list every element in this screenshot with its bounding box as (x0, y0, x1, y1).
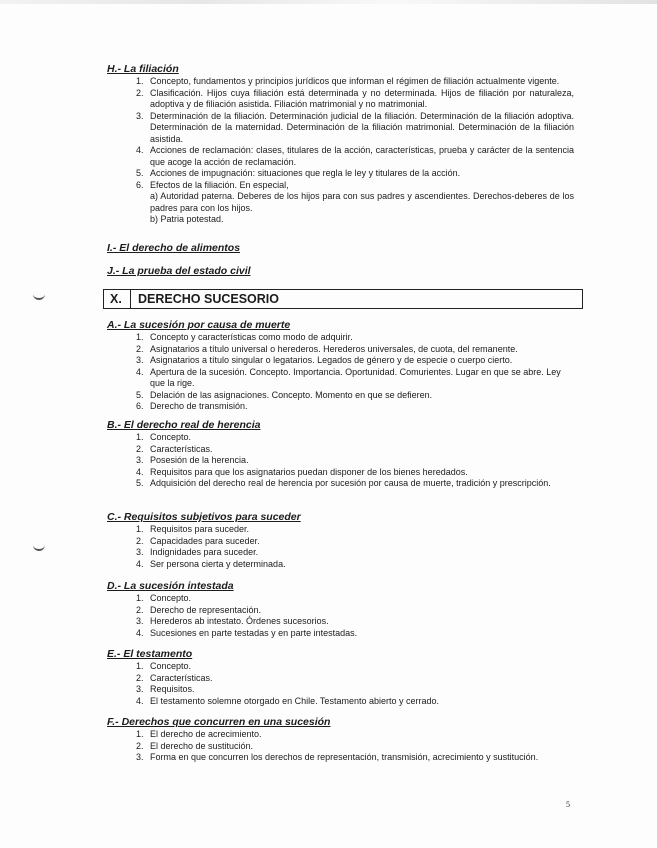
list-item: 2. Características. (136, 443, 213, 454)
list-subitem: a) Autoridad paterna. Deberes de los hijos para con sus padres y ascendientes. Derechos-deberes de los padres para con los hijos. (150, 191, 574, 213)
list-item: 4. El testamento solemne otorgado en Chile. Testamento abierto y cerrado. (136, 695, 439, 706)
section-heading-f: F.- Derechos que concurren en una sucesión (107, 716, 331, 728)
section-heading-h: H.- La filiación (107, 63, 179, 75)
list-item: 3. Asignatarios a título singular o legatarios. Legados de género y de especie o cuerpo cierto. (136, 355, 513, 365)
list-b (136, 432, 574, 490)
section-heading-c: C.- Requisitos subjetivos para suceder (107, 511, 301, 523)
list-item: 3. Posesión de la herencia. (136, 455, 249, 465)
list-item: 4. Apertura de la sucesión. Concepto. Importancia. Oportunidad. Comurientes. Lugar en que se abre. Ley que la rige. (136, 366, 561, 388)
chapter-heading-box (103, 289, 583, 309)
list-item: 1. Concepto y características como modo de adquirir. (136, 332, 353, 342)
divider (130, 290, 131, 308)
list-item: 3. Requisitos. (136, 684, 195, 694)
list-item: 1. El derecho de acrecimiento. (136, 729, 262, 739)
section-heading-e: E.- El testamento (107, 648, 193, 660)
list-item: 4. Requisitos para que los asignatarios puedan disponer de los bienes heredados. (136, 466, 468, 477)
section-heading-i: I.- El derecho de alimentos (107, 242, 241, 254)
list-item: 6. Efectos de la filiación. En especial, (136, 179, 289, 190)
section-heading-b: B.- El derecho real de herencia (107, 419, 261, 431)
list-item: 1. Concepto. (136, 432, 192, 442)
list-item: 2. Clasificación. Hijos cuya filiación está determinada y no determinada. Hijos de filiación por naturaleza, adoptiva y de filiación asistida. Filiación matrimonial y no matrimonial. (136, 87, 574, 109)
list-item: 2. El derecho de sustitución. (136, 740, 254, 751)
list-item: 2. Características. (136, 672, 213, 683)
list-item: 2. Asignatarios a título universal o herederos. Herederos universales, de cuota, del remanente. (136, 343, 518, 354)
list-item: 5. Acciones de impugnación: situaciones que regla le ley y titulares de la acción. (136, 168, 461, 178)
page-number: 5 (566, 800, 570, 809)
list-item: 2. Derecho de representación. (136, 604, 262, 615)
list-item: 1. Concepto, fundamentos y principios jurídicos que informan el régimen de filiación actualmente vigente. (136, 76, 560, 86)
list-item: 3. Forma en que concurren los derechos de representación, transmisión, acrecimiento y sustitución. (136, 752, 539, 762)
list-item: 4. Sucesiones en parte testadas y en parte intestadas. (136, 627, 358, 638)
list-item: 1. Requisitos para suceder. (136, 524, 250, 534)
chapter-title: DERECHO SUCESORIO (138, 292, 279, 306)
section-heading-a: A.- La sucesión por causa de muerte (107, 319, 291, 331)
list-item: 3. Indignidades para suceder. (136, 547, 259, 557)
list-item: 3. Herederos ab intestato. Órdenes sucesorios. (136, 616, 329, 626)
list-item: 6. Derecho de transmisión. (136, 401, 248, 411)
list-item: 3. Determinación de la filiación. Determinación judicial de la filiación. Determinación de la filiación adoptiva. Determinación de la maternidad. Determinación de la filiación matrimonial. Determinación de la filiación asistida. (136, 110, 574, 144)
scan-edge (0, 0, 657, 4)
list-item: 4. Acciones de reclamación: clases, titulares de la acción, características, prueba y carácter de la sentencia que acoge la acción de reclamación. (136, 145, 574, 167)
list-item: 5. Delación de las asignaciones. Concepto. Momento en que se defieren. (136, 389, 433, 400)
list-item: 1. Concepto. (136, 593, 192, 603)
list-e (136, 661, 574, 707)
list-c (136, 524, 574, 570)
list-item: 1. Concepto. (136, 661, 192, 671)
punch-hole-mark (33, 542, 45, 551)
list-f (136, 729, 581, 764)
list-d (136, 593, 574, 639)
list-subitem: b) Patria potestad. (150, 214, 224, 224)
punch-hole-mark (33, 291, 45, 300)
list-h (136, 76, 574, 226)
chapter-number: X. (110, 292, 122, 306)
list-item: 2. Capacidades para suceder. (136, 535, 260, 546)
list-item: 4. Ser persona cierta y determinada. (136, 558, 286, 569)
section-heading-d: D.- La sucesión intestada (107, 580, 234, 592)
section-heading-j: J.- La prueba del estado civil (107, 265, 251, 277)
list-item: 5. Adquisición del derecho real de herencia por sucesión por causa de muerte, tradición y prescripción. (136, 478, 551, 488)
list-a (136, 332, 576, 413)
